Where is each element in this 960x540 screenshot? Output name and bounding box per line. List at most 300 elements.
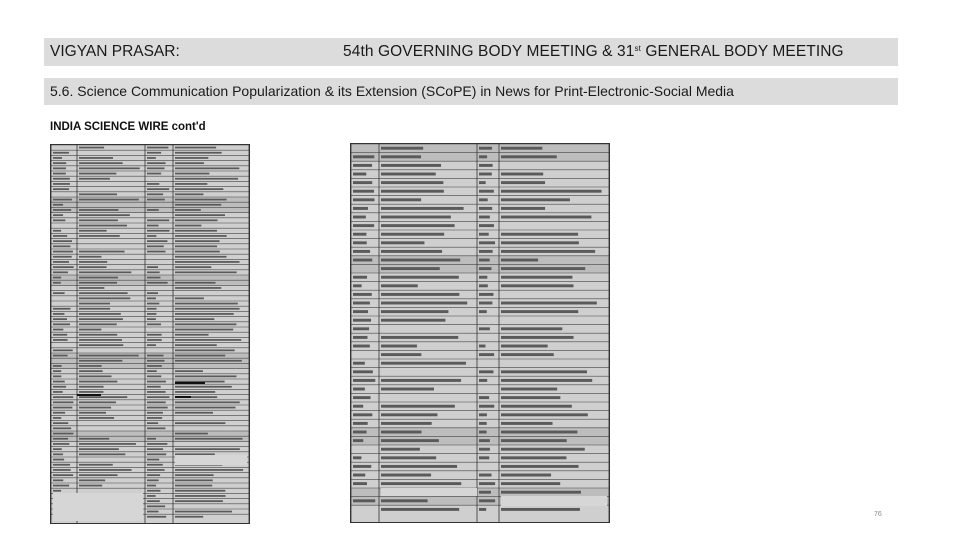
table-cell-text bbox=[479, 302, 492, 305]
table-cell-text bbox=[53, 235, 67, 237]
table-cell-text bbox=[79, 235, 120, 237]
table-cell-text bbox=[175, 147, 216, 149]
table-cell-text bbox=[175, 193, 203, 195]
table-cell-text bbox=[79, 214, 130, 216]
table-cell-text bbox=[175, 448, 240, 450]
meeting-title-sup: st bbox=[634, 44, 641, 53]
table-cell-text bbox=[353, 310, 368, 313]
table-cell-text bbox=[175, 318, 214, 320]
table-cell-text bbox=[175, 412, 213, 414]
table-cell-text bbox=[175, 511, 232, 513]
table-cell-text bbox=[175, 386, 232, 388]
table-cell-text bbox=[175, 438, 243, 440]
table-cell-text bbox=[79, 323, 117, 325]
table-cell-text bbox=[381, 379, 461, 382]
table-cell-text bbox=[147, 448, 163, 450]
table-cell-text bbox=[501, 439, 567, 442]
table-cell-text bbox=[147, 360, 164, 362]
table-cell-text bbox=[53, 178, 70, 180]
section-bar bbox=[44, 78, 898, 105]
table-cell-text bbox=[147, 355, 164, 357]
table-cell-text bbox=[147, 245, 164, 247]
table-cell-text bbox=[381, 302, 467, 305]
table-cell-text bbox=[479, 456, 489, 459]
table-cell-text bbox=[79, 297, 130, 299]
table-cell-text bbox=[353, 198, 374, 201]
table-cell-text bbox=[479, 259, 490, 262]
table-cell-text bbox=[353, 465, 371, 468]
table-cell-text bbox=[175, 339, 241, 341]
table-cell-text bbox=[501, 284, 573, 287]
section-title: 5.6. Science Communication Popularization & its Extension (SCoPE) in News for Print-Electronic-Social Media bbox=[50, 83, 734, 99]
table-cell-text bbox=[353, 241, 367, 244]
table-cell-text bbox=[501, 173, 543, 176]
table-cell-text bbox=[53, 370, 61, 372]
table-cell-text bbox=[501, 508, 580, 511]
table-cell-text bbox=[53, 485, 69, 487]
table-cell-text bbox=[175, 323, 236, 325]
table-cell-text bbox=[479, 293, 493, 296]
table-cell-text bbox=[53, 245, 70, 247]
table-cell-text bbox=[381, 482, 461, 485]
table-cell-text bbox=[53, 282, 61, 284]
table-cell-text bbox=[479, 241, 495, 244]
table-cell-text bbox=[501, 431, 577, 434]
table-cell-text bbox=[79, 147, 104, 149]
table-cell-text bbox=[53, 433, 73, 435]
table-cell-text bbox=[501, 396, 560, 399]
table-cell-text bbox=[79, 266, 107, 268]
table-cell-text bbox=[147, 318, 156, 320]
table-cell-text bbox=[501, 216, 591, 219]
table-blank-cell bbox=[381, 488, 477, 496]
table-cell-text bbox=[79, 167, 140, 169]
table-cell-text bbox=[147, 251, 165, 253]
table-cell-text bbox=[147, 427, 165, 429]
table-cell-text bbox=[175, 474, 214, 476]
table-cell-text bbox=[501, 413, 588, 416]
meeting-title-rest: GENERAL BODY MEETING bbox=[640, 43, 844, 60]
table-cell-text bbox=[53, 209, 71, 211]
table-cell-text bbox=[53, 422, 68, 424]
table-cell-text bbox=[353, 224, 374, 227]
table-cell-text bbox=[501, 491, 581, 494]
table-cell-text bbox=[353, 164, 372, 167]
table-cell-text bbox=[479, 198, 488, 201]
table-cell-text bbox=[79, 438, 109, 440]
table-cell-text bbox=[53, 453, 63, 455]
table-cell-text bbox=[353, 327, 369, 330]
table-blank-cell bbox=[175, 455, 247, 465]
table-cell-text bbox=[381, 508, 459, 511]
table-cell-text bbox=[479, 207, 492, 210]
table-cell-text bbox=[501, 302, 597, 305]
table-cell-text bbox=[381, 448, 420, 451]
table-cell-text bbox=[79, 209, 118, 211]
table-cell-text bbox=[381, 190, 444, 193]
organization-name: VIGYAN PRASAR: bbox=[50, 43, 180, 60]
table-cell-text bbox=[479, 224, 494, 227]
table-cell-text bbox=[53, 277, 61, 279]
table-cell-text bbox=[501, 327, 562, 330]
table-cell-text bbox=[353, 482, 367, 485]
table-cell-text bbox=[53, 266, 74, 268]
table-cell-text bbox=[147, 167, 164, 169]
table-cell-text bbox=[501, 259, 538, 262]
table-cell-text bbox=[175, 240, 220, 242]
meeting-title bbox=[343, 38, 844, 66]
table-cell-text bbox=[501, 388, 557, 391]
table-cell-text bbox=[353, 405, 363, 408]
table-cell-text bbox=[147, 271, 160, 273]
table-cell-text bbox=[479, 499, 495, 502]
table-cell-text bbox=[79, 464, 113, 466]
table-cell-text bbox=[53, 323, 70, 325]
table-cell-text bbox=[353, 396, 371, 399]
table-cell-text bbox=[175, 261, 239, 263]
table-cell-text bbox=[79, 173, 116, 175]
table-cell-text bbox=[147, 277, 160, 279]
table-cell-text bbox=[79, 292, 128, 294]
table-cell-text bbox=[501, 370, 587, 373]
table-cell-text bbox=[147, 511, 158, 513]
table-cell-text bbox=[147, 323, 161, 325]
table-cell-text bbox=[147, 199, 165, 201]
table-cell-text bbox=[353, 181, 372, 184]
table-cell-text bbox=[381, 413, 437, 416]
table-cell-text bbox=[79, 448, 119, 450]
table-cell-text bbox=[501, 241, 579, 244]
table-cell-text bbox=[175, 479, 213, 481]
table-cell-text bbox=[53, 271, 68, 273]
table-cell-text bbox=[175, 178, 238, 180]
table-cell-text bbox=[53, 365, 62, 367]
table-cell-text bbox=[175, 313, 234, 315]
table-cell-text bbox=[479, 155, 487, 158]
table-cell-text bbox=[147, 516, 166, 518]
table-cell-text bbox=[381, 319, 445, 322]
table-cell-text bbox=[79, 485, 102, 487]
table-cell-text bbox=[79, 157, 113, 159]
table-cell-text bbox=[175, 433, 208, 435]
table-cell-text bbox=[147, 422, 158, 424]
table-cell-text bbox=[175, 334, 209, 336]
table-cell-text bbox=[353, 284, 362, 287]
table-cell-text bbox=[79, 162, 123, 164]
table-cell-text bbox=[79, 329, 101, 331]
table-cell-text bbox=[353, 276, 367, 279]
table-row-shade bbox=[51, 431, 249, 436]
table-cell-text bbox=[479, 405, 494, 408]
table-cell-text bbox=[147, 365, 162, 367]
table-cell-text bbox=[53, 417, 61, 419]
table-cell-text bbox=[501, 379, 592, 382]
table-cell-text bbox=[79, 360, 122, 362]
table-cell-text bbox=[53, 396, 73, 398]
table-cell-text bbox=[147, 339, 162, 341]
table-cell-text bbox=[353, 388, 365, 391]
table-cell-text bbox=[53, 375, 61, 377]
table-cell-text bbox=[175, 162, 204, 164]
table-cell-text bbox=[79, 199, 139, 201]
table-cell-text bbox=[147, 266, 158, 268]
table-blank-cell bbox=[53, 493, 143, 521]
table-cell-text bbox=[381, 259, 460, 262]
table-cell-text bbox=[381, 474, 431, 477]
table-cell-text bbox=[175, 344, 217, 346]
table-cell-text bbox=[79, 469, 132, 471]
table-cell-text bbox=[479, 448, 490, 451]
table-cell-text bbox=[175, 422, 225, 424]
table-cell-text bbox=[501, 456, 566, 459]
table-cell-text bbox=[175, 152, 222, 154]
table-cell-text bbox=[381, 207, 464, 210]
table-cell-text bbox=[79, 287, 104, 289]
table-cell-text bbox=[175, 199, 227, 201]
table-cell-text bbox=[175, 370, 203, 372]
table-cell-text bbox=[53, 401, 73, 403]
table-cell-text bbox=[175, 407, 236, 409]
table-cell-text bbox=[479, 216, 490, 219]
table-cell-text bbox=[479, 233, 489, 236]
table-cell-text bbox=[147, 412, 163, 414]
news-table-right bbox=[350, 143, 610, 523]
table-cell-text bbox=[79, 474, 117, 476]
table-cell-text bbox=[501, 474, 551, 477]
table-cell-text bbox=[147, 173, 161, 175]
table-cell-text bbox=[147, 152, 161, 154]
table-cell-text bbox=[147, 313, 156, 315]
table-cell-text bbox=[479, 431, 487, 434]
table-cell-text bbox=[501, 353, 554, 356]
table-cell-text bbox=[147, 505, 165, 507]
table-cell-text bbox=[147, 147, 168, 149]
table-cell-text bbox=[353, 293, 372, 296]
table-cell-text bbox=[479, 181, 486, 184]
table-cell-text bbox=[501, 336, 574, 339]
table-cell-text bbox=[53, 230, 61, 232]
table-cell-text bbox=[79, 271, 131, 273]
table-cell-text bbox=[381, 164, 441, 167]
table-cell-text bbox=[53, 339, 68, 341]
table-cell-text bbox=[53, 162, 66, 164]
table-cell-text bbox=[147, 230, 170, 232]
table-cell-text bbox=[479, 491, 491, 494]
table-cell-text bbox=[501, 198, 570, 201]
table-cell-text bbox=[175, 266, 211, 268]
table-cell-text bbox=[53, 391, 63, 393]
table-cell-text bbox=[53, 157, 62, 159]
table-cell-text bbox=[53, 490, 61, 492]
news-table-right-image bbox=[351, 144, 609, 522]
table-cell-text bbox=[147, 344, 156, 346]
table-cell-text bbox=[53, 251, 73, 253]
table-cell-text bbox=[53, 459, 64, 461]
table-cell-text bbox=[479, 474, 492, 477]
news-table-left bbox=[50, 144, 250, 524]
table-cell-text bbox=[381, 431, 421, 434]
table-cell-text bbox=[53, 214, 63, 216]
table-cell-text bbox=[79, 412, 106, 414]
table-cell-text bbox=[175, 303, 238, 305]
table-cell-text bbox=[501, 147, 542, 150]
table-cell-text bbox=[479, 190, 494, 193]
table-cell-text bbox=[479, 173, 492, 176]
meeting-title-main: 54th GOVERNING BODY MEETING & 31 bbox=[343, 43, 635, 60]
table-cell-text bbox=[175, 167, 239, 169]
table-cell-text bbox=[175, 329, 233, 331]
table-cell-text bbox=[147, 303, 159, 305]
table-cell-text bbox=[53, 167, 66, 169]
table-cell-text bbox=[381, 362, 466, 365]
table-cell-text bbox=[175, 297, 204, 299]
table-cell-text bbox=[381, 173, 436, 176]
table-cell-text bbox=[53, 261, 69, 263]
table-cell-text bbox=[381, 422, 432, 425]
table-cell-text bbox=[79, 401, 116, 403]
table-cell-text bbox=[175, 287, 221, 289]
table-cell-text bbox=[479, 379, 487, 382]
table-cell-text bbox=[147, 464, 163, 466]
table-cell-text bbox=[175, 401, 240, 403]
table-cell-text bbox=[479, 284, 488, 287]
table-cell-text bbox=[53, 474, 73, 476]
table-cell-text bbox=[79, 334, 117, 336]
table-cell-text bbox=[147, 396, 169, 398]
table-cell-text bbox=[175, 391, 215, 393]
table-cell-text bbox=[381, 388, 434, 391]
news-table-left-image bbox=[51, 145, 249, 523]
table-cell-text bbox=[175, 360, 242, 362]
table-cell-text bbox=[479, 508, 486, 511]
table-cell-text bbox=[79, 256, 101, 258]
table-cell-text bbox=[501, 448, 585, 451]
table-cell-text bbox=[147, 334, 162, 336]
table-cell-text bbox=[147, 209, 159, 211]
table-cell-text bbox=[175, 188, 223, 190]
table-cell-text bbox=[147, 219, 169, 221]
table-cell-text bbox=[79, 313, 121, 315]
table-cell-text bbox=[381, 284, 418, 287]
table-cell-text bbox=[175, 453, 215, 455]
table-cell-text bbox=[147, 381, 166, 383]
table-cell-text bbox=[381, 198, 421, 201]
table-cell-text bbox=[353, 259, 372, 262]
table-cell-text bbox=[353, 336, 367, 339]
table-cell-text bbox=[479, 439, 490, 442]
table-cell-text bbox=[147, 308, 157, 310]
table-cell-text bbox=[353, 474, 365, 477]
table-cell-text bbox=[175, 251, 220, 253]
table-cell-text bbox=[353, 439, 363, 442]
table-cell-text bbox=[175, 469, 243, 471]
table-blank-cell bbox=[501, 496, 607, 506]
table-cell-text bbox=[147, 297, 156, 299]
table-cell-text bbox=[79, 453, 125, 455]
table-cell-text bbox=[353, 173, 366, 176]
table-cell-text bbox=[147, 183, 159, 185]
table-cell-text bbox=[79, 391, 103, 393]
table-cell-text bbox=[147, 453, 166, 455]
table-cell-text bbox=[79, 251, 125, 253]
table-cell-text bbox=[381, 155, 421, 158]
table-cell-text bbox=[381, 224, 455, 227]
table-cell-text bbox=[79, 225, 127, 227]
table-cell-text bbox=[175, 157, 208, 159]
table-cell-text bbox=[175, 209, 201, 211]
table-cell-text bbox=[147, 370, 157, 372]
page-number: 76 bbox=[874, 511, 882, 518]
table-cell-text bbox=[53, 173, 66, 175]
table-cell-text bbox=[175, 214, 225, 216]
table-cell-text bbox=[53, 188, 69, 190]
table-cell-text bbox=[79, 355, 139, 357]
table-cell-text bbox=[53, 313, 64, 315]
table-cell-text bbox=[175, 256, 227, 258]
table-cell-text bbox=[147, 188, 169, 190]
table-cell-text bbox=[147, 490, 160, 492]
table-cell-text bbox=[175, 183, 207, 185]
table-cell-text bbox=[79, 344, 123, 346]
table-cell-text bbox=[381, 233, 444, 236]
table-cell-text bbox=[353, 155, 374, 158]
table-cell-text bbox=[53, 412, 65, 414]
table-cell-text bbox=[79, 308, 110, 310]
table-cell-text bbox=[53, 240, 72, 242]
table-cell-text bbox=[53, 407, 72, 409]
table-cell-text bbox=[147, 162, 166, 164]
header-bar bbox=[44, 38, 898, 66]
table-cell-text bbox=[79, 370, 103, 372]
table-cell-text bbox=[147, 417, 162, 419]
table-cell-text bbox=[147, 193, 163, 195]
table-cell-text bbox=[501, 422, 553, 425]
table-cell-text bbox=[175, 245, 217, 247]
table-cell-text bbox=[175, 355, 225, 357]
table-cell-text bbox=[501, 190, 602, 193]
table-cell-text bbox=[479, 276, 487, 279]
table-cell-text bbox=[501, 310, 578, 313]
table-cell-text bbox=[147, 240, 167, 242]
table-cell-text bbox=[53, 381, 65, 383]
table-cell-text bbox=[175, 375, 237, 377]
table-cell-text bbox=[501, 267, 585, 270]
table-cell-text bbox=[175, 235, 227, 237]
table-cell-text bbox=[501, 155, 557, 158]
table-cell-text bbox=[79, 261, 107, 263]
table-cell-text bbox=[501, 207, 545, 210]
table-cell-text bbox=[175, 490, 225, 492]
table-cell-text bbox=[353, 319, 371, 322]
subheading: INDIA SCIENCE WIRE cont'd bbox=[50, 121, 206, 133]
table-cell-text bbox=[353, 379, 375, 382]
table-cell-text bbox=[381, 267, 440, 270]
table-cell-text bbox=[353, 370, 373, 373]
table-cell-text bbox=[53, 219, 65, 221]
table-cell-text bbox=[353, 413, 372, 416]
table-cell-text bbox=[353, 190, 374, 193]
table-cell-text bbox=[381, 345, 417, 348]
table-cell-text bbox=[147, 495, 156, 497]
table-cell-text bbox=[501, 250, 595, 253]
table-cell-text bbox=[175, 271, 237, 273]
table-cell-text bbox=[381, 216, 451, 219]
table-cell-text bbox=[147, 386, 161, 388]
table-cell-text bbox=[53, 334, 67, 336]
table-cell-text bbox=[175, 485, 212, 487]
table-cell-text bbox=[147, 407, 168, 409]
table-cell-text bbox=[175, 516, 203, 518]
